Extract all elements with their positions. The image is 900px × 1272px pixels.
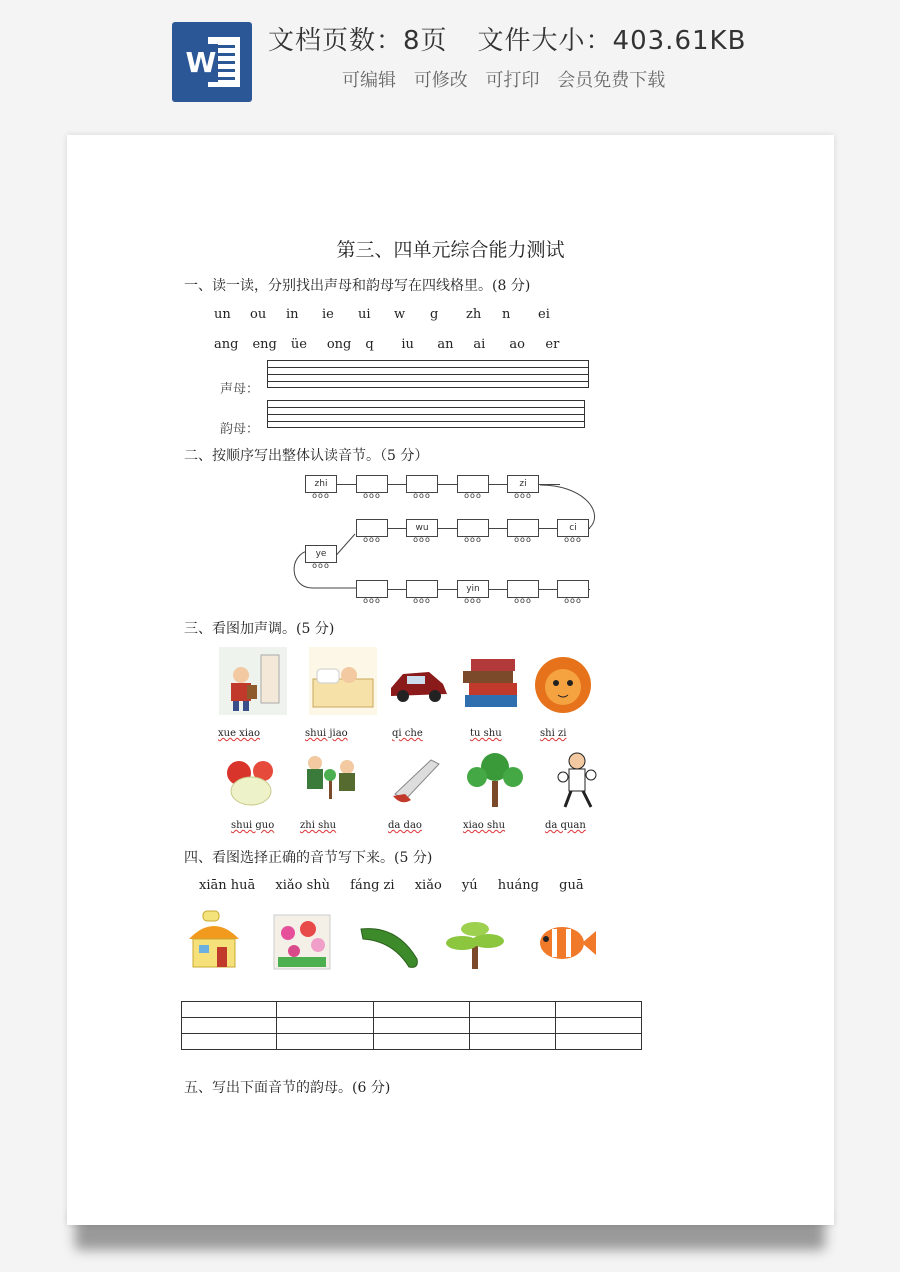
question-1-heading: 一、读一读，分别找出声母和韵母写在四线格里。(8 分) bbox=[184, 278, 531, 294]
answer-cell[interactable] bbox=[556, 1018, 642, 1034]
flowers-picture bbox=[272, 913, 332, 971]
caption: tu shu bbox=[470, 728, 502, 739]
knife-picture bbox=[387, 750, 449, 810]
caption: shui jiao bbox=[305, 728, 348, 739]
question-4-heading: 四、看图选择正确的音节写下来。(5 分) bbox=[184, 850, 433, 866]
option: xiǎo bbox=[414, 878, 442, 893]
option: xiǎo shù bbox=[275, 878, 331, 893]
answer-cell[interactable] bbox=[556, 1002, 642, 1018]
yunmu-label: 韵母： bbox=[220, 422, 260, 437]
train-car[interactable] bbox=[356, 580, 388, 598]
train-car[interactable] bbox=[457, 519, 489, 537]
syllable: eng bbox=[252, 337, 277, 352]
feature-list bbox=[342, 66, 665, 92]
question-5-heading: 五、写出下面音节的韵母。(6 分) bbox=[184, 1080, 391, 1096]
answer-cell[interactable] bbox=[277, 1002, 374, 1018]
syllable: w bbox=[394, 307, 406, 322]
syllable: ao bbox=[509, 337, 525, 352]
small-tree-picture bbox=[459, 747, 531, 813]
option: huáng bbox=[497, 878, 539, 893]
train-car[interactable]: zi ooo bbox=[507, 475, 539, 493]
answer-cell[interactable] bbox=[182, 1018, 277, 1034]
caption: zhi shu bbox=[300, 820, 337, 831]
train-car[interactable]: ye ooo bbox=[305, 545, 337, 563]
file-size: 文件大小：403.61KB bbox=[477, 26, 747, 56]
train-car[interactable] bbox=[557, 580, 589, 598]
feature-editable: 可编辑 bbox=[342, 70, 396, 91]
lion-picture bbox=[532, 655, 594, 715]
feature-member-download: 会员免费下载 bbox=[557, 70, 666, 91]
answer-cell[interactable] bbox=[277, 1018, 374, 1034]
syllable: q bbox=[365, 337, 374, 352]
yunmu-writing-lines[interactable] bbox=[267, 400, 585, 428]
word-icon: W bbox=[172, 22, 252, 102]
school-picture bbox=[217, 645, 289, 717]
caption: xue xiao bbox=[218, 728, 260, 739]
train-car[interactable] bbox=[406, 580, 438, 598]
answer-cell[interactable] bbox=[470, 1018, 556, 1034]
file-info bbox=[268, 20, 746, 57]
option: guā bbox=[559, 878, 584, 893]
tree-picture bbox=[442, 919, 508, 971]
syllable: ie bbox=[322, 307, 334, 322]
feature-printable: 可打印 bbox=[485, 70, 540, 91]
answer-cell[interactable] bbox=[374, 1002, 470, 1018]
caption: da dao bbox=[388, 820, 422, 831]
caption: qi che bbox=[392, 728, 423, 739]
syllable: iu bbox=[401, 337, 414, 352]
syllable: ai bbox=[473, 337, 486, 352]
syllable-options bbox=[199, 878, 584, 893]
books-picture bbox=[459, 653, 525, 715]
fish-picture bbox=[532, 915, 598, 971]
train-car[interactable]: zhi ooo bbox=[305, 475, 337, 493]
question-2-heading: 二、按顺序写出整体认读音节。（5 分） bbox=[184, 448, 429, 464]
fruit-picture bbox=[219, 747, 285, 809]
train-car[interactable] bbox=[507, 580, 539, 598]
cucumber-picture bbox=[357, 919, 425, 971]
syllable: g bbox=[430, 307, 439, 322]
train-car[interactable] bbox=[457, 475, 489, 493]
shengmu-writing-lines[interactable] bbox=[267, 360, 589, 388]
train-car[interactable] bbox=[356, 475, 388, 493]
syllable: in bbox=[286, 307, 299, 322]
house-picture bbox=[185, 909, 243, 971]
syllable: ou bbox=[250, 307, 267, 322]
train-car[interactable] bbox=[356, 519, 388, 537]
caption: shui guo bbox=[231, 820, 275, 831]
syllable: an bbox=[437, 337, 454, 352]
car-picture bbox=[385, 650, 451, 712]
syllable: ong bbox=[326, 337, 352, 352]
shengmu-label: 声母： bbox=[220, 382, 260, 397]
train-car[interactable]: wu ooo bbox=[406, 519, 438, 537]
train-car[interactable] bbox=[406, 475, 438, 493]
syllable: ei bbox=[538, 307, 550, 322]
answer-cell[interactable] bbox=[182, 1034, 277, 1050]
answer-cell[interactable] bbox=[470, 1034, 556, 1050]
syllable: zh bbox=[466, 307, 482, 322]
answer-cell[interactable] bbox=[556, 1034, 642, 1050]
feature-modifiable: 可修改 bbox=[413, 70, 468, 91]
train-car[interactable]: yin ooo bbox=[457, 580, 489, 598]
syllable: ui bbox=[358, 307, 371, 322]
answer-cell[interactable] bbox=[374, 1034, 470, 1050]
syllable: üe bbox=[290, 337, 307, 352]
caption: da quan bbox=[545, 820, 586, 831]
caption: shi zi bbox=[540, 728, 567, 739]
syllable: er bbox=[545, 337, 560, 352]
option: xiān huā bbox=[199, 878, 256, 893]
train-car[interactable] bbox=[507, 519, 539, 537]
caption: xiao shu bbox=[463, 820, 506, 831]
syllable: n bbox=[502, 307, 511, 322]
answer-cell[interactable] bbox=[277, 1034, 374, 1050]
answer-cell[interactable] bbox=[374, 1018, 470, 1034]
tree-planting-picture bbox=[295, 747, 367, 809]
document-page bbox=[67, 135, 834, 1225]
option: yú bbox=[461, 878, 478, 893]
pinyin-row-2 bbox=[214, 337, 567, 352]
syllable: ang bbox=[214, 337, 239, 352]
train-car[interactable]: ci ooo bbox=[557, 519, 589, 537]
page-count: 文档页数：8页 bbox=[268, 26, 448, 56]
syllable: un bbox=[214, 307, 231, 322]
pinyin-row-1 bbox=[214, 307, 560, 322]
answer-grid bbox=[181, 1001, 642, 1050]
option: fáng zi bbox=[350, 878, 395, 893]
answer-cell[interactable] bbox=[182, 1002, 277, 1018]
question-3-heading: 三、看图加声调。(5 分) bbox=[184, 621, 335, 637]
boxing-picture bbox=[547, 747, 613, 811]
answer-cell[interactable] bbox=[470, 1002, 556, 1018]
document-title: 第三、四单元综合能力测试 bbox=[336, 239, 565, 261]
sleeping-picture bbox=[307, 645, 379, 717]
